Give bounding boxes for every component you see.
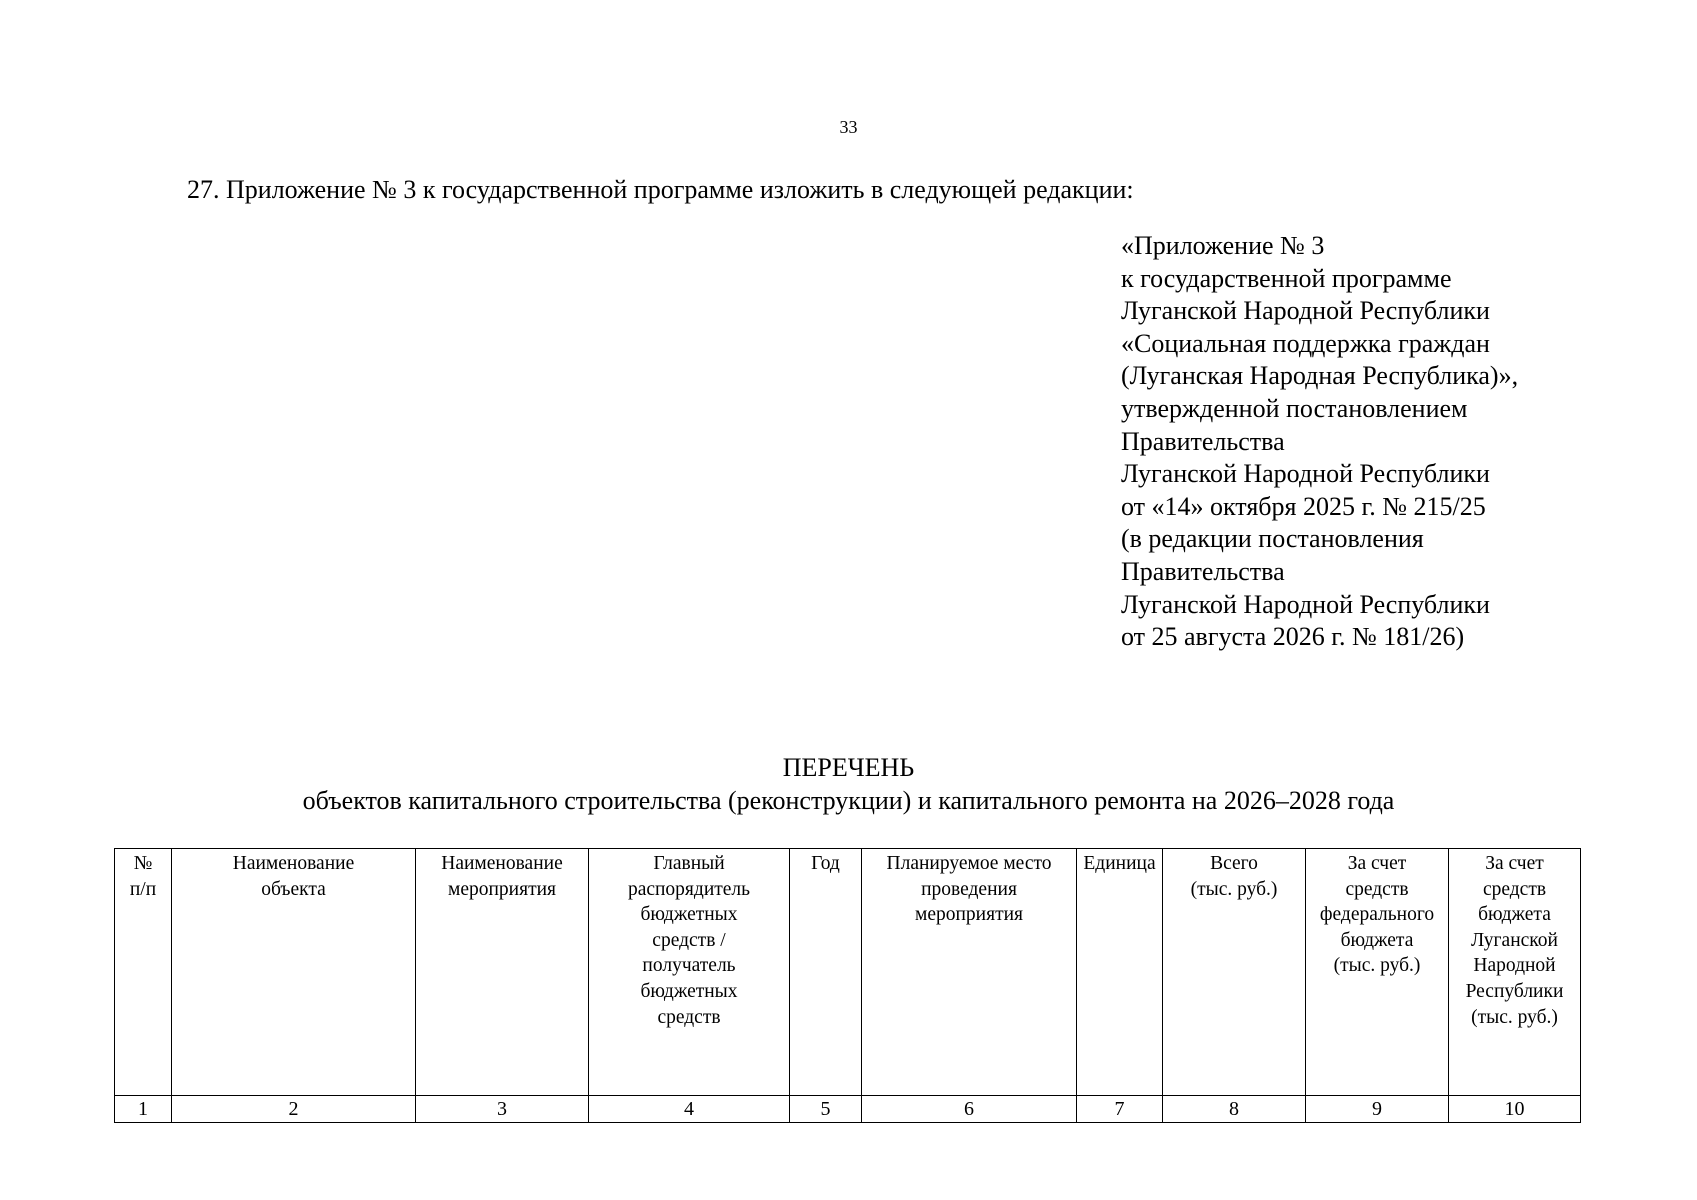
column-number-cell: 10 [1449, 1096, 1581, 1123]
header-line: Год [811, 853, 840, 874]
header-line: Наименование [441, 853, 563, 874]
column-number-cell: 5 [790, 1096, 862, 1123]
document-title: ПЕРЕЧЕНЬ [782, 753, 915, 782]
header-line: мероприятия [447, 878, 556, 900]
header-line: бюджета [1478, 904, 1551, 926]
appendix-line: Луганской Народной Республики [1121, 459, 1490, 489]
header-cell-budget-manager [589, 849, 790, 1096]
header-line: средств / [652, 929, 726, 951]
appendix-line: к государственной программе [1121, 263, 1452, 293]
header-line: федерального [1319, 904, 1435, 926]
header-line: Республики [1465, 980, 1564, 1002]
header-line: бюджетных [640, 980, 738, 1002]
header-line: мероприятия [914, 904, 1023, 926]
column-number-cell: 8 [1163, 1096, 1306, 1123]
header-cell-number [115, 849, 172, 1096]
appendix-line: Луганской Народной Республики [1121, 589, 1490, 619]
appendix-line: Луганской Народной Республики [1121, 296, 1490, 326]
header-line: Луганской [1471, 929, 1558, 951]
header-cell-federal-budget [1306, 849, 1449, 1096]
header-line: Единица [1083, 853, 1156, 874]
header-line: (тыс. руб.) [1190, 878, 1278, 900]
appendix-line: «Социальная поддержка граждан [1121, 328, 1490, 358]
document-subtitle: объектов капитального строительства (реконструкции) и капитального ремонта на 2026–2028 года [302, 786, 1395, 815]
header-line: Всего [1210, 853, 1258, 874]
amendment-instruction: 27. Приложение № 3 к государственной программе изложить в следующей редакции: [187, 175, 1134, 204]
appendix-line: (Луганская Народная Республика)», [1121, 361, 1519, 391]
appendix-line: утвержденной постановлением [1121, 393, 1468, 423]
header-cell-measure-name [416, 849, 589, 1096]
header-line: средств [1482, 878, 1547, 900]
header-line: (тыс. руб.) [1333, 955, 1421, 977]
appendix-line: «Приложение № 3 [1121, 231, 1325, 260]
header-cell-year [790, 849, 862, 1096]
header-line: объекта [261, 878, 326, 900]
appendix-line: от «14» октября 2025 г. № 215/25 [1121, 491, 1486, 521]
column-number-cell: 1 [115, 1096, 172, 1123]
header-line: Наименование [232, 853, 355, 874]
header-line: получатель [642, 955, 736, 977]
header-line: Главный [653, 853, 725, 874]
header-line: средств [1345, 878, 1409, 900]
column-number-row [115, 1096, 1581, 1123]
header-line: проведения [921, 878, 1017, 900]
header-line: Планируемое место [886, 853, 1052, 874]
header-line: распорядитель [627, 878, 751, 900]
appendix-line: Правительства [1121, 426, 1285, 456]
appendix-line: Правительства [1121, 556, 1285, 586]
header-cell-unit [1077, 849, 1163, 1096]
header-cell-total [1163, 849, 1306, 1096]
header-line: За счет [1485, 853, 1544, 874]
header-line: Народной [1473, 955, 1556, 977]
header-cell-planned-location [862, 849, 1077, 1096]
column-number-cell: 7 [1077, 1096, 1163, 1123]
header-line: бюджета [1340, 929, 1414, 951]
header-line: п/п [129, 878, 157, 900]
table-header-row [115, 849, 1581, 1096]
page-number: 33 [839, 117, 858, 137]
header-line: средств [657, 1006, 721, 1028]
header-cell-republic-budget [1449, 849, 1581, 1096]
appendix-line: (в редакции постановления [1121, 524, 1424, 554]
objects-table [114, 848, 1581, 1123]
column-number-cell: 4 [589, 1096, 790, 1123]
column-number-cell: 2 [172, 1096, 416, 1123]
header-line: (тыс. руб.) [1471, 1006, 1558, 1028]
column-number-cell: 6 [862, 1096, 1077, 1123]
header-line: бюджетных [640, 904, 738, 926]
appendix-approval-block [1121, 230, 1518, 654]
header-cell-object-name [172, 849, 416, 1096]
appendix-line: от 25 августа 2026 г. № 181/26) [1121, 622, 1465, 652]
header-line: За счет [1347, 853, 1407, 874]
column-number-cell: 3 [416, 1096, 589, 1123]
column-number-cell: 9 [1306, 1096, 1449, 1123]
header-line: № [133, 853, 153, 874]
